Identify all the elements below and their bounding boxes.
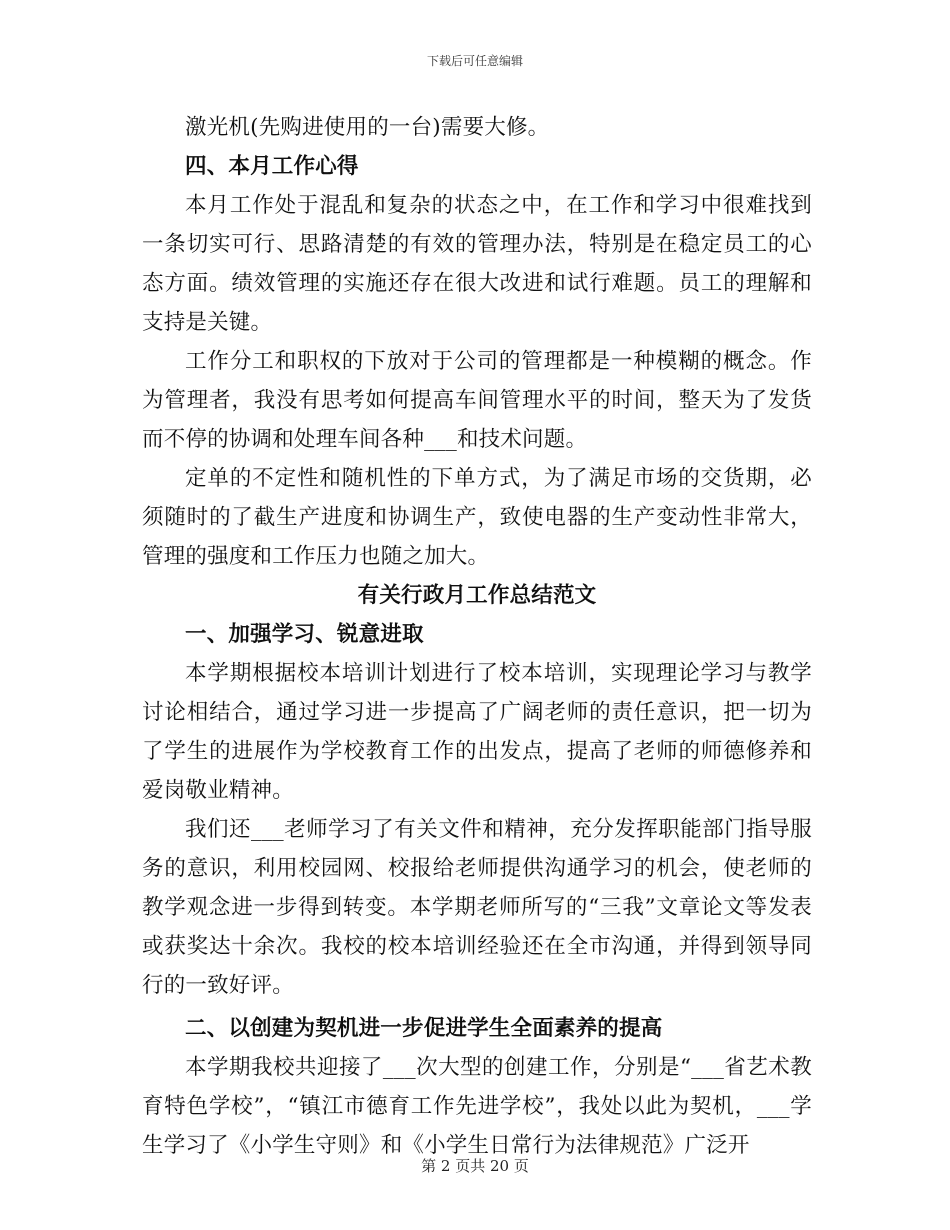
paragraph-laser-repair: 激光机(先购进使用的一台)需要大修。 xyxy=(185,115,550,140)
section-heading-2: 二、以创建为契机进一步促进学生全面素养的提高 xyxy=(185,1016,663,1041)
page-header: 下载后可任意编辑 xyxy=(426,54,523,68)
paragraph-creation-work: 本学期我校共迎接了___次大型的创建工作，分别是“___省艺术教育特色学校”，“镇江市德育工作先进学校”，我处以此为契机，___学生学习了《小学生守则》和《小学生日常行为法律规范》广泛开 xyxy=(142,1055,812,1158)
document-title: 有关行政月工作总结范文 xyxy=(357,583,597,608)
paragraph-training: 本学期根据校本培训计划进行了校本培训，实现理论学习与教学讨论相结合，通过学习进一步提高了广阔老师的责任意识，把一切为了学生的进展作为学校教育工作的出发点，提高了老师的师德修养和爱岗敬业精神。 xyxy=(142,661,812,803)
document-body xyxy=(142,108,812,1165)
paragraph-teacher-study: 我们还___老师学习了有关文件和精神，充分发挥职能部门指导服务的意识，利用校园网、校报给老师提供沟通学习的机会，使老师的教学观念进一步得到转变。本学期老师所写的“三我”文章论文等发表或获奖达十余次。我校的校本培训经验还在全市沟通，并得到领导同行的一致好评。 xyxy=(142,817,812,998)
paragraph-orders: 定单的不定性和随机性的下单方式，为了满足市场的交货期，必须随时的了截生产进度和协调生产，致使电器的生产变动性非常大，管理的强度和工作压力也随之加大。 xyxy=(142,466,812,569)
paragraph-division-of-work: 工作分工和职权的下放对于公司的管理都是一种模糊的概念。作为管理者，我没有思考如何提高车间管理水平的时间，整天为了发货而不停的协调和处理车间各种___和技术问题。 xyxy=(142,349,812,452)
section-heading-1: 一、加强学习、锐意进取 xyxy=(185,622,424,647)
paragraph-work-insight: 本月工作处于混乱和复杂的状态之中，在工作和学习中很难找到一条切实可行、思路清楚的有效的管理办法，特别是在稳定员工的心态方面。绩效管理的实施还存在很大改进和试行难题。员工的理解和支持是关键。 xyxy=(142,193,812,335)
page-footer: 第 2 页共 20 页 xyxy=(421,1157,529,1175)
section-heading-4: 四、本月工作心得 xyxy=(185,154,359,179)
